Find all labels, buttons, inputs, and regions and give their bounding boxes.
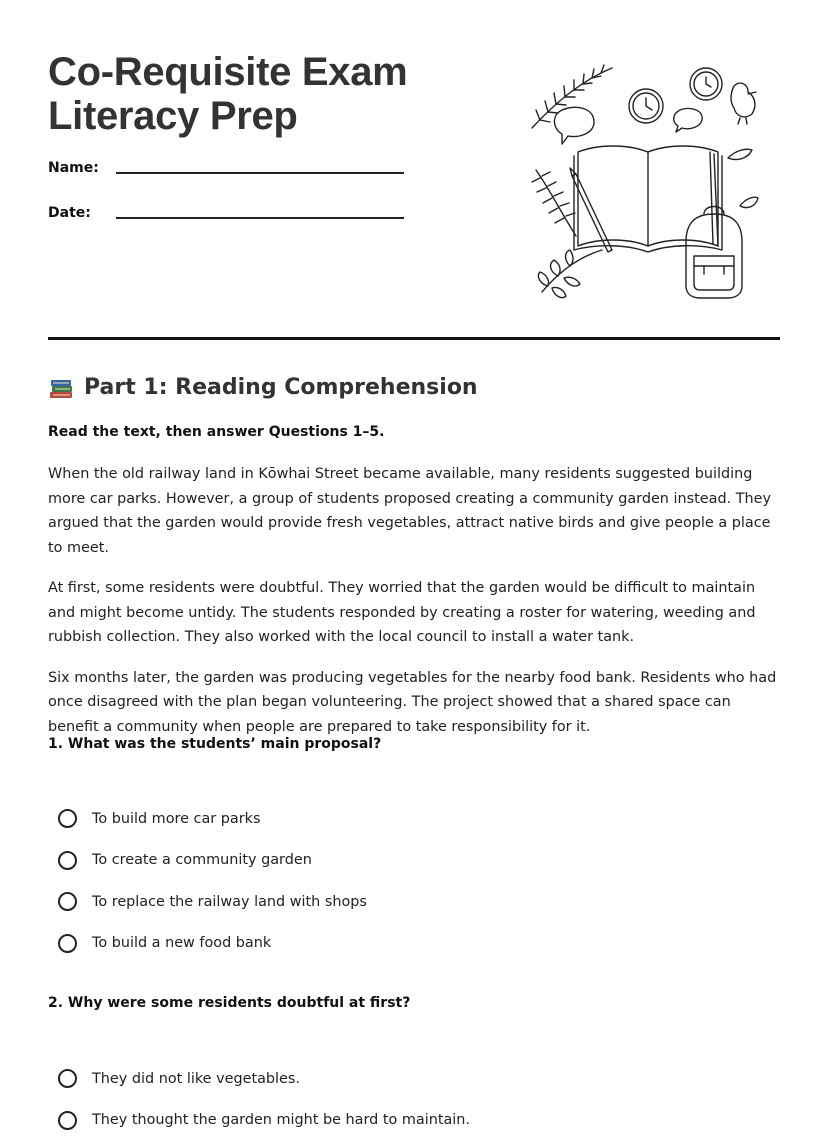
option-car-parks[interactable]	[58, 798, 367, 840]
radio-button[interactable]	[58, 892, 77, 911]
radio-button[interactable]	[58, 809, 77, 828]
clock-icon	[629, 68, 722, 123]
backpack-icon	[686, 207, 742, 299]
option-label: To replace the railway land with shops	[92, 894, 367, 910]
study-illustration	[528, 60, 760, 305]
option-label: They did not like vegetables.	[92, 1071, 300, 1087]
worksheet-title	[48, 50, 407, 138]
radio-button[interactable]	[58, 851, 77, 870]
name-field[interactable]	[48, 160, 116, 176]
date-field[interactable]	[48, 205, 116, 221]
name-line[interactable]	[116, 172, 404, 174]
small-bubble-icon	[674, 108, 702, 132]
passage-paragraph: When the old railway land in Kōwhai Street became available, many residents suggested building more car parks. However, a group of students proposed creating a community garden instead. They argued that the garden would provide fresh vegetables, attract native birds and give people a place to meet.	[48, 462, 783, 560]
passage-paragraph: At first, some residents were doubtful. They worried that the garden would be difficult to maintain and might become untidy. The students responded by creating a roster for watering, weeding and rubbish collection. They also worked with the local council to install a water tank.	[48, 576, 783, 650]
option-label: To build a new food bank	[92, 935, 271, 951]
speech-bubble-icon	[554, 107, 594, 144]
option-shops[interactable]	[58, 881, 367, 923]
radio-button[interactable]	[58, 1111, 77, 1130]
date-label: Date:	[48, 205, 116, 221]
books-icon	[48, 375, 74, 401]
option-hard-to-maintain[interactable]	[58, 1100, 470, 1141]
pencil-icon	[570, 168, 612, 252]
option-food-bank[interactable]	[58, 923, 367, 965]
leaf-sprig-icon	[538, 250, 602, 298]
option-label: To build more car parks	[92, 811, 260, 827]
question-2: 2. Why were some residents doubtful at first?	[48, 995, 410, 1011]
fern-left-icon	[532, 170, 576, 236]
option-label: To create a community garden	[92, 852, 312, 868]
book-icon	[574, 146, 722, 252]
passage-paragraph: Six months later, the garden was producing vegetables for the nearby food bank. Residents who had once disagreed with the plan began volunteering. The project showed that a shared space can benefit a community when people are prepared to take responsibility for it.	[48, 666, 783, 740]
question-2-options	[58, 1058, 470, 1141]
option-community-garden[interactable]	[58, 840, 367, 882]
part-1-heading	[48, 372, 478, 404]
question-1: 1. What was the students’ main proposal?	[48, 736, 381, 752]
date-line[interactable]	[116, 217, 404, 219]
header-divider	[48, 337, 780, 340]
title-line-2: Literacy Prep	[48, 94, 407, 138]
reading-passage	[48, 462, 783, 755]
question-1-options	[58, 798, 367, 964]
radio-button[interactable]	[58, 1069, 77, 1088]
part-1-title: Part 1: Reading Comprehension	[84, 372, 478, 404]
fern-top-left-icon	[532, 65, 612, 128]
leaf-right-icon	[728, 149, 758, 207]
reading-instruction: Read the text, then answer Questions 1–5.	[48, 424, 384, 440]
radio-button[interactable]	[58, 934, 77, 953]
name-label: Name:	[48, 160, 116, 176]
option-vegetables[interactable]	[58, 1058, 470, 1100]
title-line-1: Co-Requisite Exam	[48, 50, 407, 94]
option-label: They thought the garden might be hard to maintain.	[92, 1112, 470, 1128]
bird-icon	[731, 83, 756, 124]
